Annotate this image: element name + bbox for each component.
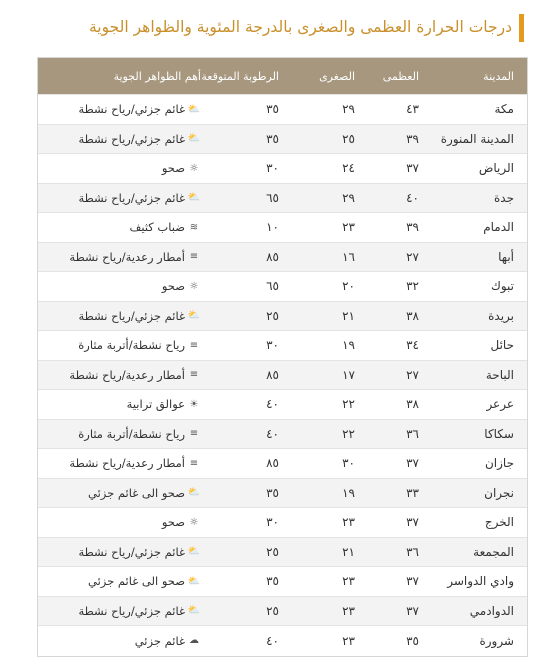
table-row [38,567,527,597]
cell-city: مكة [494,102,514,117]
cell-city: الدمام [483,220,514,235]
cell-city: جدة [493,190,514,205]
cell-city: الرياض [478,161,514,176]
cell-humidity: ٣٠ [266,515,279,530]
cell-min: ٣٠ [342,456,355,471]
cell-min: ٢٣ [342,633,355,648]
wind-icon: ≡ [189,428,199,440]
cell-humidity: ٦٥ [266,279,279,294]
cell-min: ٢٩ [342,190,355,205]
cell-city: تبوك [490,279,514,294]
table-header-row [38,58,527,95]
table-row [38,479,527,509]
cell-max: ٣٨ [406,397,419,412]
cell-max: ٤٣ [406,102,419,117]
page-header [0,0,542,50]
weather-table [37,57,528,657]
cell-max: ٣٤ [406,338,419,353]
cell-city: بريدة [488,308,514,323]
cell-max: ٣٥ [406,633,419,648]
cell-max: ٢٧ [406,249,419,264]
cell-min: ٢٠ [342,279,355,294]
partly-cloudy-icon: ⛅ [187,605,201,617]
table-row [38,538,527,568]
cell-humidity: ٢٥ [266,544,279,559]
sun-icon: ☼ [189,162,199,174]
cell-min: ٢٢ [342,426,355,441]
partly-cloudy-icon: ⛅ [187,133,201,145]
cell-weather [38,597,211,626]
cell-city: أبها [498,249,514,264]
cell-humidity: ٣٠ [266,338,279,353]
partly-cloudy-icon: ⛅ [187,192,201,204]
page-title: درجات الحرارة العظمى والصغرى بالدرجة المئوية والظواهر الجوية [89,18,512,36]
table-row [38,154,527,184]
cell-weather [38,390,211,419]
cell-min: ١٩ [342,485,355,500]
weather-label: صحو [161,515,185,530]
weather-label: صحو الى غائم جزئي [88,485,185,500]
cell-min: ٢٩ [342,102,355,117]
cell-city: المجمعة [473,544,514,559]
cell-weather [38,626,211,656]
cell-min: ٢٣ [342,515,355,530]
weather-label: غائم جزئي/رياح نشطة [78,603,185,618]
cell-weather [38,479,211,508]
header-min: الصغرى [319,69,355,83]
partly-cloudy-icon: ⛅ [187,575,201,587]
cell-city: الخرج [484,515,514,530]
table-row [38,125,527,155]
partly-cloudy-icon: ⛅ [187,103,201,115]
table-row [38,361,527,391]
cell-weather [38,567,211,596]
cloud-icon: ☁ [189,635,199,647]
header-max: العظمى [382,69,419,83]
table-row [38,243,527,273]
cell-max: ٣٧ [406,456,419,471]
cell-max: ٢٧ [406,367,419,382]
weather-label: رياح نشطة/أتربة مثارة [78,338,185,353]
cell-weather [38,213,211,242]
cell-weather [38,95,211,124]
cell-city: عرعر [486,397,514,412]
sun-icon: ☼ [189,516,199,528]
cell-min: ١٩ [342,338,355,353]
weather-label: غائم جزئي/رياح نشطة [78,544,185,559]
cell-max: ٣٧ [406,574,419,589]
table-row [38,449,527,479]
cell-humidity: ٨٥ [266,367,279,382]
weather-label: صحو [161,161,185,176]
table-row [38,626,527,656]
cell-city: شرورة [479,633,514,648]
cell-weather [38,420,211,449]
cell-humidity: ٢٥ [266,308,279,323]
cell-humidity: ١٠ [266,220,279,235]
cell-city: وادي الدواسر [447,574,514,589]
cell-humidity: ٨٥ [266,456,279,471]
cell-max: ٣٩ [406,131,419,146]
table-row [38,95,527,125]
weather-label: ضباب كثيف [129,220,185,235]
cell-city: حائل [490,338,514,353]
table-row [38,302,527,332]
cell-city: جازان [484,456,514,471]
cell-min: ٢٥ [342,131,355,146]
wind-icon: ≡ [189,251,199,263]
weather-label: أمطار رعدية/رياح نشطة [69,456,185,471]
cell-weather [38,125,211,154]
cell-min: ٢١ [342,308,355,323]
cell-humidity: ٨٥ [266,249,279,264]
weather-label: غائم جزئي [134,633,185,648]
table-row [38,331,527,361]
cell-weather [38,154,211,183]
table-row [38,272,527,302]
cell-max: ٣٢ [406,279,419,294]
header-weather: أهم الظواهر الجوية [113,69,201,83]
cell-humidity: ٤٠ [266,633,279,648]
weather-label: رياح نشطة/أتربة مثارة [78,426,185,441]
cell-max: ٣٧ [406,603,419,618]
cell-city: الدوادمي [469,603,514,618]
partly-cloudy-icon: ⛅ [187,546,201,558]
cell-humidity: ٦٥ [266,190,279,205]
cell-city: المدينة المنورة [440,131,514,146]
table-row [38,184,527,214]
cell-min: ٢٢ [342,397,355,412]
cell-min: ٢١ [342,544,355,559]
cell-humidity: ٣٥ [266,102,279,117]
cell-max: ٤٠ [406,190,419,205]
cell-max: ٣٣ [406,485,419,500]
wind-icon: ≡ [189,339,199,351]
wind-icon: ≡ [189,457,199,469]
cell-max: ٣٦ [406,544,419,559]
weather-label: غائم جزئي/رياح نشطة [78,308,185,323]
weather-label: غائم جزئي/رياح نشطة [78,131,185,146]
cell-weather [38,243,211,272]
cell-min: ١٧ [342,367,355,382]
weather-label: صحو الى غائم جزئي [88,574,185,589]
weather-label: غائم جزئي/رياح نشطة [78,190,185,205]
cell-city: سكاكا [484,426,514,441]
cell-city: الباحة [485,367,514,382]
weather-label: غائم جزئي/رياح نشطة [78,102,185,117]
cell-min: ٢٣ [342,574,355,589]
table-row [38,420,527,450]
sun-icon: ☼ [189,280,199,292]
cell-weather [38,184,211,213]
cell-humidity: ٣٥ [266,574,279,589]
cell-max: ٣٧ [406,515,419,530]
title-accent-bar [519,14,524,42]
weather-label: صحو [161,279,185,294]
header-humidity: الرطوبة المتوقعة [201,69,279,83]
cell-min: ٢٣ [342,220,355,235]
table-row [38,213,527,243]
cell-weather [38,449,211,478]
cell-weather [38,331,211,360]
weather-label: أمطار رعدية/رياح نشطة [69,367,185,382]
partly-cloudy-icon: ⛅ [187,487,201,499]
table-row [38,390,527,420]
cell-max: ٣٩ [406,220,419,235]
weather-label: عوالق ترابية [126,397,185,412]
cell-humidity: ٢٥ [266,603,279,618]
cell-humidity: ٣٥ [266,131,279,146]
dust-icon: ☀ [189,398,199,410]
partly-cloudy-icon: ⛅ [187,310,201,322]
cell-max: ٣٦ [406,426,419,441]
cell-max: ٣٧ [406,161,419,176]
cell-weather [38,272,211,301]
cell-max: ٣٨ [406,308,419,323]
table-row [38,597,527,627]
cell-weather [38,302,211,331]
weather-label: أمطار رعدية/رياح نشطة [69,249,185,264]
table-row [38,508,527,538]
cell-humidity: ٤٠ [266,426,279,441]
cell-weather [38,538,211,567]
cell-min: ١٦ [342,249,355,264]
fog-icon: ≋ [189,221,199,233]
wind-icon: ≡ [189,369,199,381]
cell-min: ٢٣ [342,603,355,618]
cell-humidity: ٣٠ [266,161,279,176]
cell-humidity: ٤٠ [266,397,279,412]
header-city: المدينة [483,69,514,83]
cell-weather [38,508,211,537]
cell-min: ٢٤ [342,161,355,176]
cell-city: نجران [484,485,514,500]
cell-humidity: ٣٥ [266,485,279,500]
cell-weather [38,361,211,390]
